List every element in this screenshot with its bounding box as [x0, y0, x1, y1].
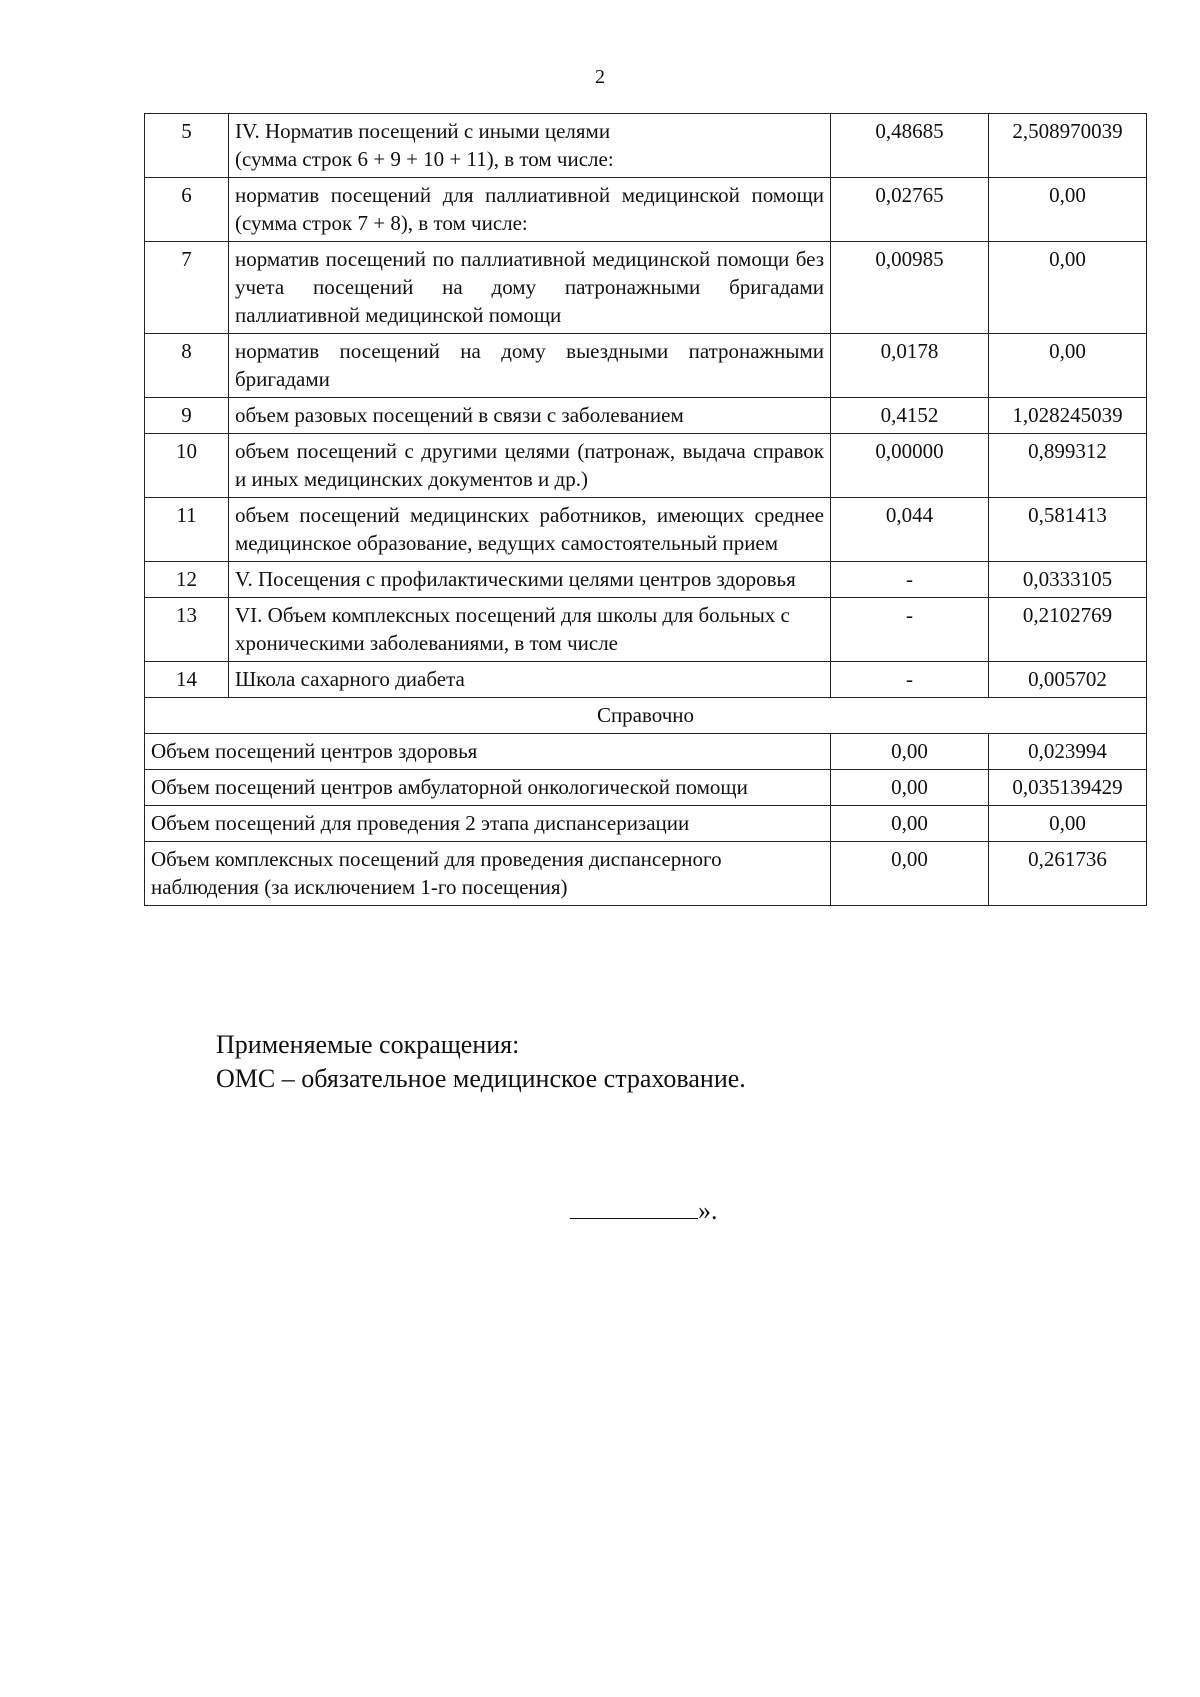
table-row — [145, 562, 1147, 598]
closing-quote: ». — [698, 1196, 718, 1225]
table-row — [145, 242, 1147, 334]
reference-row — [145, 806, 1147, 842]
row-number: 9 — [145, 398, 229, 434]
row-value-2: 0,0333105 — [989, 562, 1147, 598]
reference-value-1: 0,00 — [831, 734, 989, 770]
row-value-2: 0,00 — [989, 178, 1147, 242]
row-number: 13 — [145, 598, 229, 662]
closing-mark — [570, 1194, 718, 1228]
row-description-line: VI. Объем комплексных посещений для школы для больных с хроническими заболеваниями, в том числе — [235, 603, 790, 655]
reference-value-1: 0,00 — [831, 842, 989, 906]
reference-heading-row — [145, 698, 1147, 734]
row-number: 11 — [145, 498, 229, 562]
row-value-1: - — [831, 662, 989, 698]
row-value-1: - — [831, 598, 989, 662]
reference-description: Объем посещений центров здоровья — [145, 734, 831, 770]
row-number: 12 — [145, 562, 229, 598]
reference-value-2: 0,035139429 — [989, 770, 1147, 806]
row-description: Школа сахарного диабета — [229, 662, 831, 698]
row-number: 5 — [145, 114, 229, 178]
reference-row — [145, 842, 1147, 906]
reference-value-2: 0,00 — [989, 806, 1147, 842]
row-description — [229, 114, 831, 178]
table-row — [145, 178, 1147, 242]
table-row — [145, 114, 1147, 178]
row-value-1: 0,044 — [831, 498, 989, 562]
row-description: норматив посещений для паллиативной медицинской помощи (сумма строк 7 + 8), в том числе: — [229, 178, 831, 242]
row-description — [229, 598, 831, 662]
reference-value-2: 0,023994 — [989, 734, 1147, 770]
abbreviation-item: ОМС – обязательное медицинское страхование. — [216, 1064, 746, 1093]
row-value-1: 0,02765 — [831, 178, 989, 242]
page-number: 2 — [595, 66, 605, 88]
row-value-1: 0,00985 — [831, 242, 989, 334]
standards-table — [144, 113, 1147, 906]
row-value-2: 0,899312 — [989, 434, 1147, 498]
row-value-2: 2,508970039 — [989, 114, 1147, 178]
row-description-line: IV. Норматив посещений с иными целями (сумма строк 6 + 9 + 10 + 11), в том числе: — [235, 119, 614, 171]
row-value-2: 0,00 — [989, 242, 1147, 334]
signature-blank-line — [570, 1194, 698, 1219]
reference-description: Объем посещений центров амбулаторной онкологической помощи — [145, 770, 831, 806]
reference-heading: Справочно — [145, 698, 1147, 734]
reference-description: Объем посещений для проведения 2 этапа диспансеризации — [145, 806, 831, 842]
row-description: норматив посещений на дому выездными патронажными бригадами — [229, 334, 831, 398]
row-description: норматив посещений по паллиативной медицинской помощи без учета посещений на дому патронажными бригадами паллиативной медицинской помощи — [229, 242, 831, 334]
row-number: 14 — [145, 662, 229, 698]
abbreviations-heading: Применяемые сокращения: — [216, 1030, 520, 1059]
row-value-2: 1,028245039 — [989, 398, 1147, 434]
reference-value-2: 0,261736 — [989, 842, 1147, 906]
reference-description: Объем комплексных посещений для проведения диспансерного наблюдения (за исключением 1-го посещения) — [145, 842, 831, 906]
reference-row — [145, 734, 1147, 770]
row-description: объем посещений с другими целями (патронаж, выдача справок и иных медицинских документов и др.) — [229, 434, 831, 498]
row-number: 7 — [145, 242, 229, 334]
row-value-2: 0,005702 — [989, 662, 1147, 698]
row-value-2: 0,581413 — [989, 498, 1147, 562]
table-row — [145, 398, 1147, 434]
reference-value-1: 0,00 — [831, 770, 989, 806]
table-row — [145, 334, 1147, 398]
row-value-2: 0,2102769 — [989, 598, 1147, 662]
table-row — [145, 662, 1147, 698]
reference-value-1: 0,00 — [831, 806, 989, 842]
row-number: 8 — [145, 334, 229, 398]
row-value-1: - — [831, 562, 989, 598]
row-description: объем разовых посещений в связи с заболеванием — [229, 398, 831, 434]
table-row — [145, 434, 1147, 498]
reference-row — [145, 770, 1147, 806]
row-number: 10 — [145, 434, 229, 498]
row-value-1: 0,4152 — [831, 398, 989, 434]
row-description: V. Посещения с профилактическими целями центров здоровья — [229, 562, 831, 598]
table-row — [145, 498, 1147, 562]
row-value-1: 0,00000 — [831, 434, 989, 498]
row-value-1: 0,48685 — [831, 114, 989, 178]
row-value-1: 0,0178 — [831, 334, 989, 398]
table-row — [145, 598, 1147, 662]
row-value-2: 0,00 — [989, 334, 1147, 398]
row-description: объем посещений медицинских работников, имеющих среднее медицинское образование, ведущих самостоятельный прием — [229, 498, 831, 562]
abbreviations-section — [216, 1028, 746, 1096]
row-number: 6 — [145, 178, 229, 242]
